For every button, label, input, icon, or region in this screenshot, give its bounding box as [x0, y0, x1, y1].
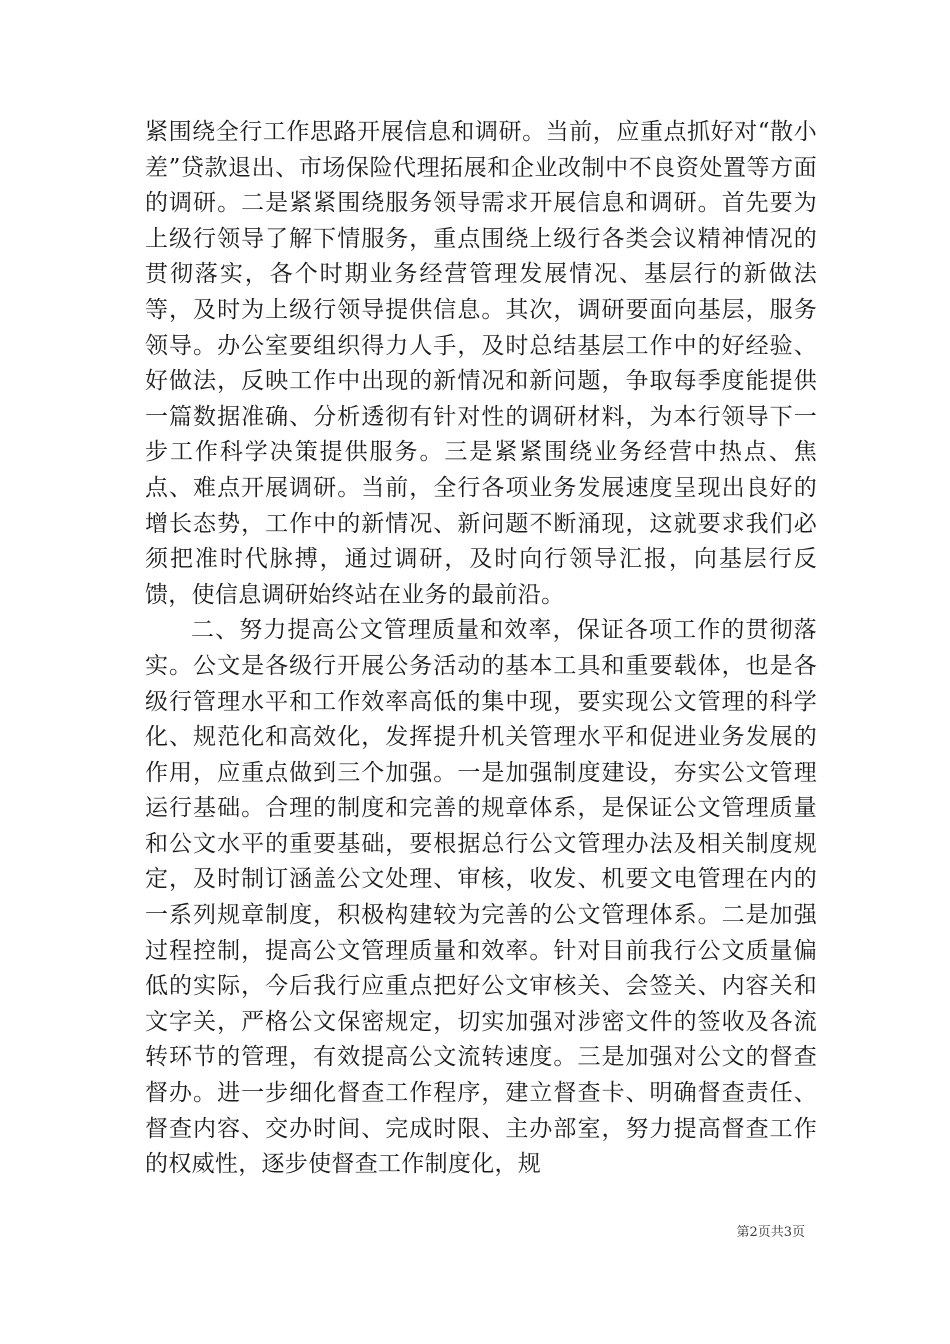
document-body: [145, 115, 817, 1183]
paragraph-2: 二、努力提高公文管理质量和效率，保证各项工作的贯彻落实。公文是各级行开展公务活动的基本工具和重要载体，也是各级行管理水平和工作效率高低的集中现，要实现公文管理的科学化、规范化和高效化，发挥提升机关管理水平和促进业务发展的作用，应重点做到三个加强。一是加强制度建设，夯实公文管理运行基础。合理的制度和完善的规章体系，是保证公文管理质量和公文水平的重要基础，要根据总行公文管理办法及相关制度规定，及时制订涵盖公文处理、审核，收发、机要文电管理在内的一系列规章制度，积极构建较为完善的公文管理体系。二是加强过程控制，提高公文管理质量和效率。针对目前我行公文质量偏低的实际，今后我行应重点把好公文审核关、会签关、内容关和文字关，严格公文保密规定，切实加强对涉密文件的签收及各流转环节的管理，有效提高公文流转速度。三是加强对公文的督查督办。进一步细化督查工作程序，建立督查卡、明确督查责任、督查内容、交办时间、完成时限、主办部室，努力提高督查工作的权威性，逐步使督查工作制度化，规: [145, 617, 817, 1178]
paragraph-1: 紧围绕全行工作思路开展信息和调研。当前，应重点抓好对“散小差”贷款退出、市场保险代理拓展和企业改制中不良资处置等方面的调研。二是紧紧围绕服务领导需求开展信息和调研。首先要为上级行领导了解下情服务，重点围绕上级行各类会议精神情况的贯彻落实，各个时期业务经营管理发展情况、基层行的新做法等，及时为上级行领导提供信息。其次，调研要面向基层，服务领导。办公室要组织得力人手，及时总结基层工作中的好经验、好做法，反映工作中出现的新情况和新问题，争取每季度能提供一篇数据准确、分析透彻有针对性的调研材料，为本行领导下一步工作科学决策提供服务。三是紧紧围绕业务经营中热点、焦点、难点开展调研。当前，全行各项业务发展速度呈现出良好的增长态势，工作中的新情况、新问题不断涌现，这就要求我们必须把准时代脉搏，通过调研，及时向行领导汇报，向基层行反馈，使信息调研始终站在业务的最前沿。: [145, 119, 817, 608]
page-number-footer: 第2页共3页: [736, 1225, 805, 1240]
